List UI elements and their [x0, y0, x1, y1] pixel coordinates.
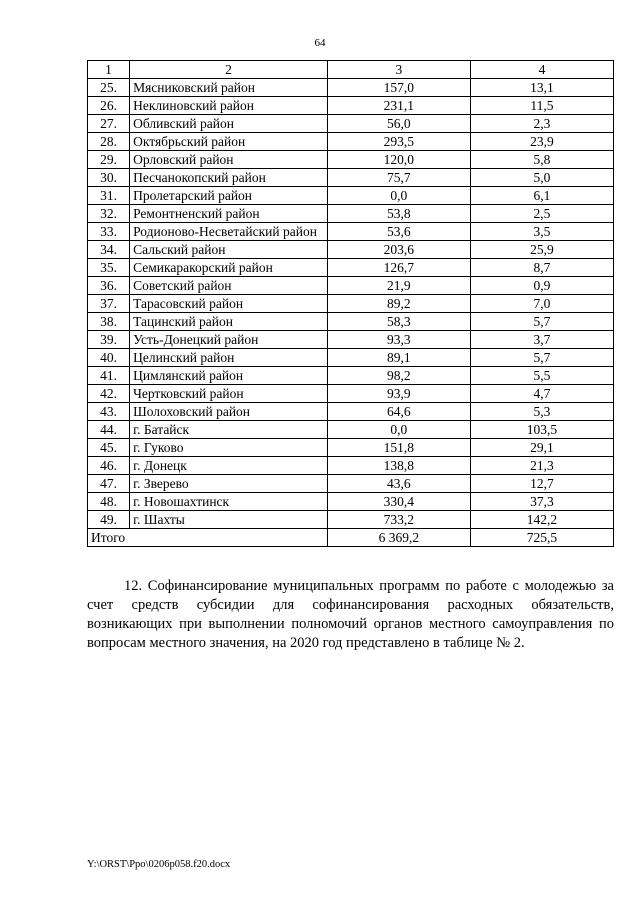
row-number: 28.	[88, 133, 130, 151]
row-value-3: 43,6	[327, 475, 470, 493]
row-name: Тарасовский район	[130, 295, 328, 313]
row-value-3: 56,0	[327, 115, 470, 133]
row-value-3: 93,9	[327, 385, 470, 403]
row-number: 48.	[88, 493, 130, 511]
row-value-3: 21,9	[327, 277, 470, 295]
row-number: 30.	[88, 169, 130, 187]
row-number: 40.	[88, 349, 130, 367]
row-value-3: 64,6	[327, 403, 470, 421]
row-value-3: 75,7	[327, 169, 470, 187]
row-number: 47.	[88, 475, 130, 493]
row-value-4: 21,3	[470, 457, 613, 475]
row-name: Октябрьский район	[130, 133, 328, 151]
table-row	[88, 349, 614, 367]
row-name: Обливский район	[130, 115, 328, 133]
row-value-4: 3,5	[470, 223, 613, 241]
row-value-3: 53,8	[327, 205, 470, 223]
table-row	[88, 331, 614, 349]
row-value-4: 7,0	[470, 295, 613, 313]
row-number: 26.	[88, 97, 130, 115]
row-name: Тацинский район	[130, 313, 328, 331]
row-value-4: 3,7	[470, 331, 613, 349]
table-row	[88, 115, 614, 133]
row-value-3: 120,0	[327, 151, 470, 169]
row-value-4: 29,1	[470, 439, 613, 457]
table-row	[88, 241, 614, 259]
row-value-3: 0,0	[327, 187, 470, 205]
row-value-3: 53,6	[327, 223, 470, 241]
row-value-4: 6,1	[470, 187, 613, 205]
table-row	[88, 457, 614, 475]
row-number: 27.	[88, 115, 130, 133]
row-name: Усть-Донецкий район	[130, 331, 328, 349]
row-value-4: 5,7	[470, 349, 613, 367]
row-name: Орловский район	[130, 151, 328, 169]
table-header-row	[88, 61, 614, 79]
row-value-4: 37,3	[470, 493, 613, 511]
row-name: г. Зверево	[130, 475, 328, 493]
row-number: 36.	[88, 277, 130, 295]
row-value-4: 5,3	[470, 403, 613, 421]
row-name: г. Гуково	[130, 439, 328, 457]
footer-file-path: Y:\ORST\Ppo\0206p058.f20.docx	[87, 859, 231, 870]
row-number: 39.	[88, 331, 130, 349]
table-row	[88, 475, 614, 493]
row-value-4: 25,9	[470, 241, 613, 259]
row-value-3: 157,0	[327, 79, 470, 97]
table-row	[88, 313, 614, 331]
header-cell-3: 3	[327, 61, 470, 79]
row-value-3: 733,2	[327, 511, 470, 529]
row-number: 43.	[88, 403, 130, 421]
table-row	[88, 79, 614, 97]
page-number: 64	[314, 37, 326, 49]
row-value-3: 203,6	[327, 241, 470, 259]
row-value-4: 8,7	[470, 259, 613, 277]
row-value-4: 5,5	[470, 367, 613, 385]
row-name: г. Донецк	[130, 457, 328, 475]
row-value-3: 293,5	[327, 133, 470, 151]
header-cell-2: 2	[130, 61, 328, 79]
row-name: Семикаракорский район	[130, 259, 328, 277]
row-value-4: 5,7	[470, 313, 613, 331]
row-value-3: 231,1	[327, 97, 470, 115]
row-value-4: 142,2	[470, 511, 613, 529]
total-label: Итого	[88, 529, 328, 547]
row-number: 42.	[88, 385, 130, 403]
row-value-4: 2,3	[470, 115, 613, 133]
subsidy-table	[87, 60, 614, 547]
row-number: 31.	[88, 187, 130, 205]
row-name: Родионово-Несветайский район	[130, 223, 328, 241]
row-name: Мясниковский район	[130, 79, 328, 97]
row-number: 35.	[88, 259, 130, 277]
row-value-4: 23,9	[470, 133, 613, 151]
table-row	[88, 205, 614, 223]
row-value-4: 11,5	[470, 97, 613, 115]
table-row	[88, 97, 614, 115]
table-row	[88, 169, 614, 187]
table-row	[88, 259, 614, 277]
table-row	[88, 385, 614, 403]
table-row	[88, 295, 614, 313]
body-paragraph	[87, 577, 614, 653]
table-row	[88, 493, 614, 511]
row-name: Чертковский район	[130, 385, 328, 403]
table-total-row	[88, 529, 614, 547]
row-number: 49.	[88, 511, 130, 529]
table-row	[88, 403, 614, 421]
paragraph-text: 12. Софинансирование муниципальных программ по работе с молодежью за счет средств субсидии для софинансирования расходных обязательств, возникающих при выполнении полномочий органов местного самоуправления по вопросам местного значения, на 2020 год представлено в таблице № 2.	[87, 578, 614, 651]
row-name: Цимлянский район	[130, 367, 328, 385]
row-number: 33.	[88, 223, 130, 241]
row-name: Целинский район	[130, 349, 328, 367]
row-value-3: 126,7	[327, 259, 470, 277]
row-value-3: 58,3	[327, 313, 470, 331]
table-row	[88, 133, 614, 151]
row-number: 32.	[88, 205, 130, 223]
row-name: Песчанокопский район	[130, 169, 328, 187]
row-value-3: 330,4	[327, 493, 470, 511]
row-value-4: 2,5	[470, 205, 613, 223]
table-row	[88, 421, 614, 439]
row-number: 46.	[88, 457, 130, 475]
row-name: Пролетарский район	[130, 187, 328, 205]
header-cell-1: 1	[88, 61, 130, 79]
row-name: Шолоховский район	[130, 403, 328, 421]
row-number: 29.	[88, 151, 130, 169]
row-value-4: 0,9	[470, 277, 613, 295]
row-name: Ремонтненский район	[130, 205, 328, 223]
row-number: 45.	[88, 439, 130, 457]
row-name: Советский район	[130, 277, 328, 295]
row-value-3: 89,2	[327, 295, 470, 313]
table-row	[88, 439, 614, 457]
total-value-4: 725,5	[470, 529, 613, 547]
row-value-4: 5,8	[470, 151, 613, 169]
row-name: Сальский район	[130, 241, 328, 259]
row-value-3: 98,2	[327, 367, 470, 385]
row-value-3: 151,8	[327, 439, 470, 457]
table-row	[88, 151, 614, 169]
row-value-4: 13,1	[470, 79, 613, 97]
row-number: 38.	[88, 313, 130, 331]
header-cell-4: 4	[470, 61, 613, 79]
row-value-3: 0,0	[327, 421, 470, 439]
row-number: 37.	[88, 295, 130, 313]
row-value-4: 12,7	[470, 475, 613, 493]
row-name: г. Новошахтинск	[130, 493, 328, 511]
row-number: 41.	[88, 367, 130, 385]
row-value-4: 4,7	[470, 385, 613, 403]
table-row	[88, 367, 614, 385]
table-row	[88, 277, 614, 295]
row-number: 34.	[88, 241, 130, 259]
table-row	[88, 511, 614, 529]
total-value-3: 6 369,2	[327, 529, 470, 547]
table-row	[88, 187, 614, 205]
row-value-3: 89,1	[327, 349, 470, 367]
row-value-4: 5,0	[470, 169, 613, 187]
row-name: г. Батайск	[130, 421, 328, 439]
row-value-4: 103,5	[470, 421, 613, 439]
row-name: Неклиновский район	[130, 97, 328, 115]
row-value-3: 138,8	[327, 457, 470, 475]
row-number: 44.	[88, 421, 130, 439]
table-row	[88, 223, 614, 241]
row-name: г. Шахты	[130, 511, 328, 529]
row-number: 25.	[88, 79, 130, 97]
row-value-3: 93,3	[327, 331, 470, 349]
